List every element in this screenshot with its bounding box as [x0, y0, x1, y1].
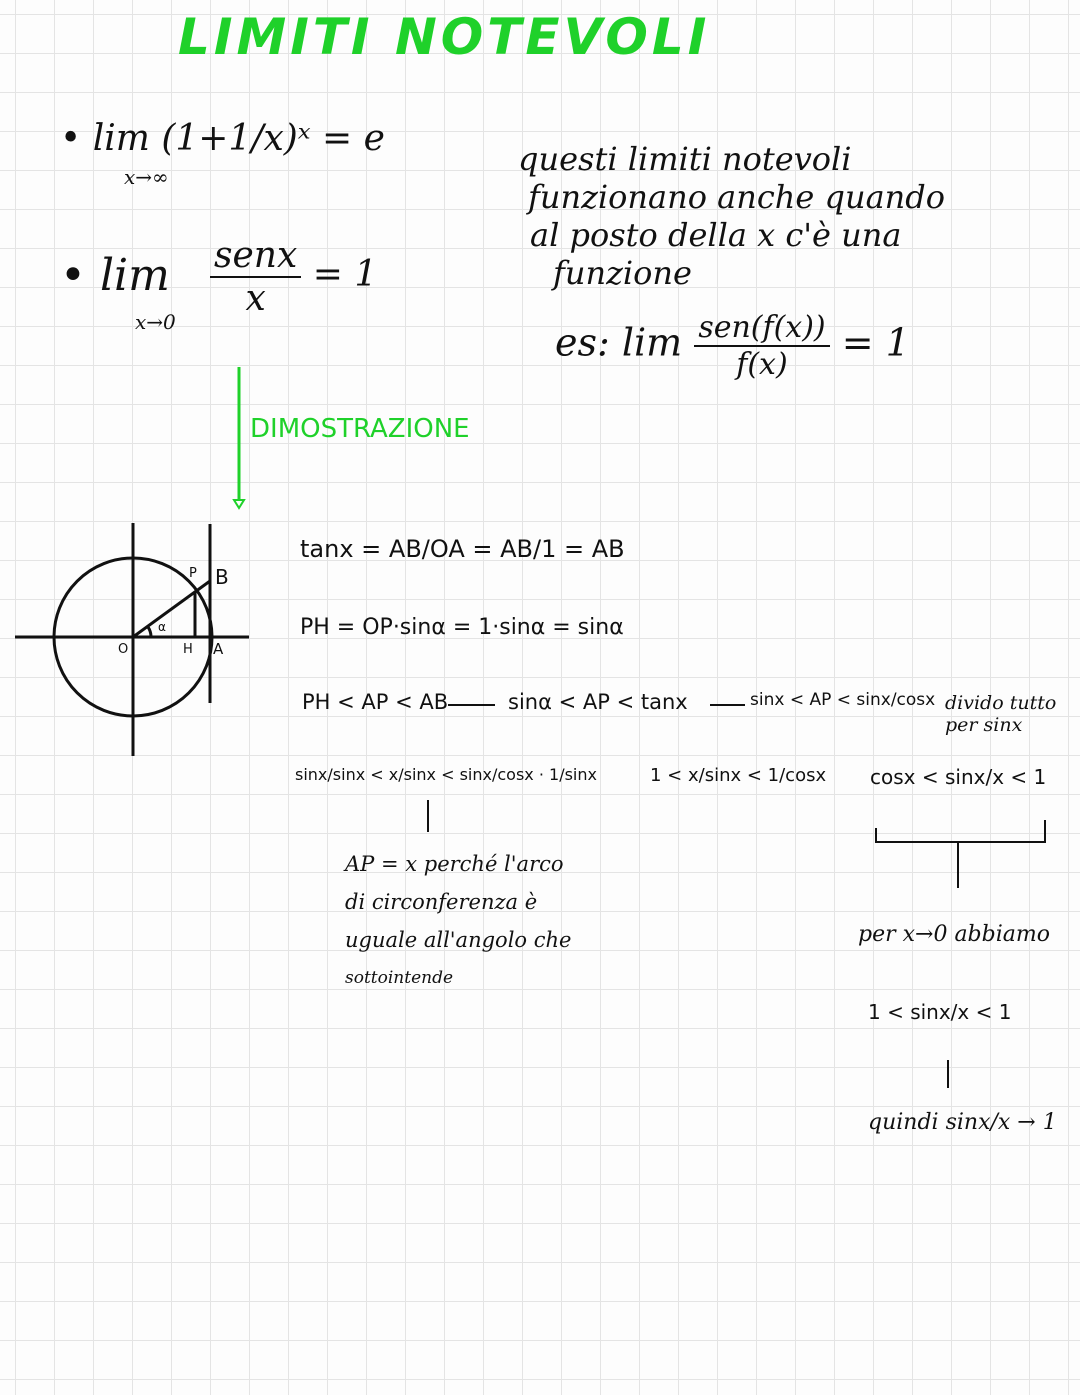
bracket: [876, 820, 1045, 842]
page-title: LIMITI NOTEVOLI: [178, 8, 711, 66]
inequality-4: sinx/sinx < x/sinx < sinx/cosx · 1/sinx: [295, 765, 597, 784]
note-line: funzionano anche quando: [528, 178, 946, 216]
equals-one: = 1: [312, 254, 378, 295]
arrow-head-icon: [234, 500, 244, 508]
numerator: sen(f(x)): [694, 310, 829, 347]
inequality-1: PH < AP < AB: [302, 690, 449, 714]
arc-note: [345, 845, 571, 997]
limit-1-expr: (1+1/x)ˣ = e: [161, 118, 385, 159]
radius-op: [133, 581, 210, 637]
note-line: di circonferenza è: [345, 890, 538, 914]
inequality-6: cosx < sinx/x < 1: [870, 765, 1047, 789]
lim-label: lim: [99, 250, 170, 301]
denominator: x: [245, 278, 266, 319]
conclusion-line: per x→0 abbiamo: [858, 922, 1050, 947]
conclusion-inequality: 1 < sinx/x < 1: [868, 1000, 1012, 1024]
label-a: A: [213, 640, 224, 658]
lim-label: lim: [92, 118, 150, 159]
label-b: B: [215, 565, 229, 589]
denominator: f(x): [736, 347, 788, 382]
equals-one: = 1: [841, 320, 910, 365]
label-alpha: α: [158, 620, 166, 634]
example-label: es: lim: [555, 320, 683, 365]
limit-1-sub: x→∞: [124, 165, 169, 189]
limit-2-sub: x→0: [135, 310, 176, 334]
dimostrazione-label: DIMOSTRAZIONE: [250, 414, 470, 444]
note-line: sottointende: [345, 968, 454, 988]
note-line: AP = x perché l'arco: [345, 852, 564, 876]
note-line: questi limiti notevoli: [518, 140, 852, 178]
divide-note: divido tutto per sinx: [945, 692, 1057, 736]
label-o: O: [118, 642, 129, 657]
note-line: al posto della x c'è una: [530, 216, 902, 254]
note-line: funzione: [553, 254, 692, 292]
limit-1: • lim (1+1/x)ˣ = e: [60, 118, 385, 159]
equation-ph: PH = OP·sinα = 1·sinα = sinα: [300, 615, 624, 640]
equation-tan: tanx = AB/OA = AB/1 = AB: [300, 535, 625, 563]
label-h: H: [183, 642, 193, 657]
inequality-2: sinα < AP < tanx: [508, 690, 688, 714]
conclusion-result: quindi sinx/x → 1: [868, 1110, 1057, 1135]
note-line: uguale all'angolo che: [345, 928, 572, 952]
label-p: P: [189, 566, 197, 581]
inequality-5: 1 < x/sinx < 1/cosx: [650, 765, 827, 786]
numerator: senx: [210, 235, 301, 278]
limit-2: • lim: [60, 250, 170, 301]
inequality-3: sinx < AP < sinx/cosx: [750, 690, 936, 710]
